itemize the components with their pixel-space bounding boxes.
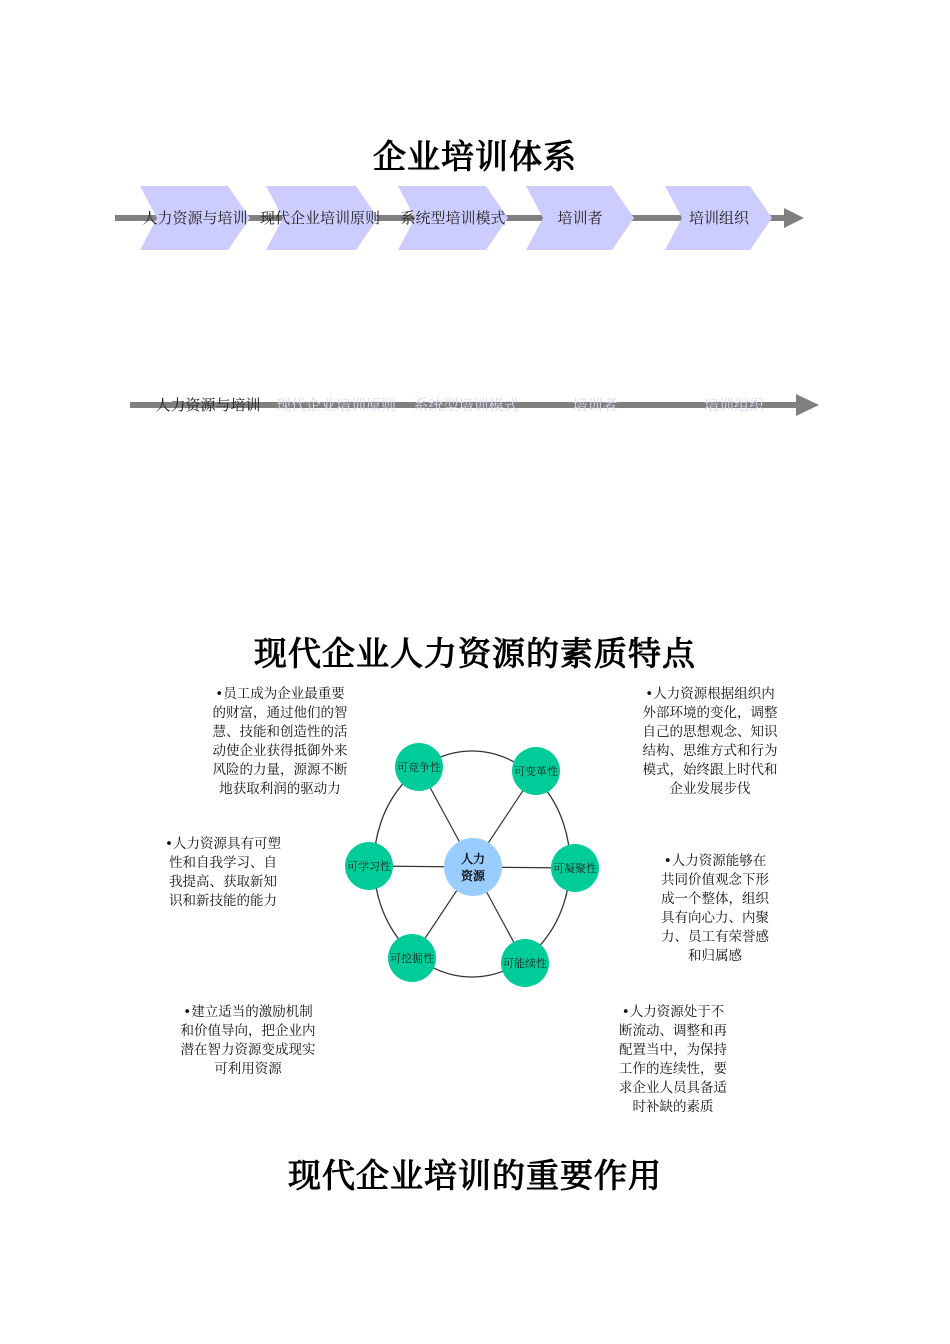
note-mid-right: [640, 852, 790, 966]
note-line: 共同价值观念下形: [661, 872, 769, 888]
step-label-1: 人力资源与培训: [142, 209, 248, 227]
note-line: 具有向心力、内聚: [661, 910, 769, 926]
note-top-right: [620, 685, 800, 799]
step-label-4: 培训者: [557, 209, 603, 227]
note-line: 地获取利润的驱动力: [219, 781, 341, 797]
step-label-2: 现代企业培训原则: [259, 209, 381, 227]
role-title: 现代企业培训的重要作用: [288, 1156, 662, 1195]
note-line: 风险的力量，源源不断: [212, 762, 348, 778]
node-label-6: 可学习性: [347, 860, 391, 873]
note-line: •建立适当的激励机制: [183, 1004, 313, 1020]
note-line: 外部环境的变化，调整: [642, 705, 778, 721]
faded-label-2: 现代企业培训原则: [275, 396, 397, 414]
note-top-left: [190, 685, 370, 799]
note-line: 企业发展步伐: [669, 781, 751, 797]
center-label-line1: 人力: [460, 852, 486, 866]
note-line: 时补缺的素质: [632, 1099, 714, 1115]
step-label-3: 系统型培训模式: [400, 209, 506, 227]
note-line: 和价值导向，把企业内: [180, 1023, 316, 1039]
system-title: 企业培训体系: [373, 137, 577, 176]
note-line: 潜在智力资源变成现实: [180, 1042, 316, 1058]
center-label-line2: 资源: [460, 869, 486, 883]
quality-title: 现代企业人力资源的素质特点: [254, 634, 696, 673]
note-line: 求企业人员具备适: [619, 1080, 727, 1096]
node-label-4: 可能续性: [503, 957, 547, 970]
note-line: 我提高、获取新知: [169, 874, 277, 890]
note-line: 断流动、调整和再: [619, 1023, 727, 1039]
step-label-5: 培训组织: [688, 209, 750, 227]
note-line: •人力资源能够在: [663, 853, 767, 869]
note-line: 识和新技能的能力: [169, 893, 277, 909]
node-label-1: 可竞争性: [397, 761, 441, 774]
note-line: 可利用资源: [214, 1061, 282, 1077]
faded-label-3: 系统型培训模式: [413, 396, 519, 414]
note-line: •员工成为企业最重要: [215, 686, 345, 702]
note-line: 成一个整体，组织: [661, 891, 769, 907]
faded-label-5: 培训组织: [703, 396, 765, 414]
note-line: 动使企业获得抵御外来: [212, 743, 348, 759]
faded-label-1: 人力资源与培训: [155, 396, 261, 414]
note-line: 的财富，通过他们的智: [212, 705, 348, 721]
note-line: 工作的连续性，要: [619, 1061, 727, 1077]
note-line: 配置当中，为保持: [619, 1042, 727, 1058]
note-line: 性和自我学习、自: [169, 855, 277, 871]
note-line: •人力资源处于不: [621, 1004, 725, 1020]
note-line: 自己的思想观念、知识: [642, 724, 778, 740]
node-label-3: 可凝聚性: [553, 862, 597, 875]
node-label-5: 可挖掘性: [390, 952, 434, 965]
center-node: [444, 838, 502, 896]
note-line: 和归属感: [688, 948, 742, 964]
note-mid-left: [148, 835, 298, 911]
note-line: 力、员工有荣誉感: [661, 929, 769, 945]
note-line: 结构、思维方式和行为: [642, 743, 778, 759]
note-line: •人力资源根据组织内: [645, 686, 775, 702]
note-line: •人力资源具有可塑: [165, 836, 281, 852]
note-line: 慧、技能和创造性的活: [212, 724, 348, 740]
note-bottom-left: [158, 1003, 338, 1079]
note-bottom-right: [598, 1003, 748, 1117]
note-line: 模式，始终跟上时代和: [642, 762, 778, 778]
node-label-2: 可变革性: [514, 765, 558, 778]
faded-label-4: 培训者: [572, 396, 618, 414]
